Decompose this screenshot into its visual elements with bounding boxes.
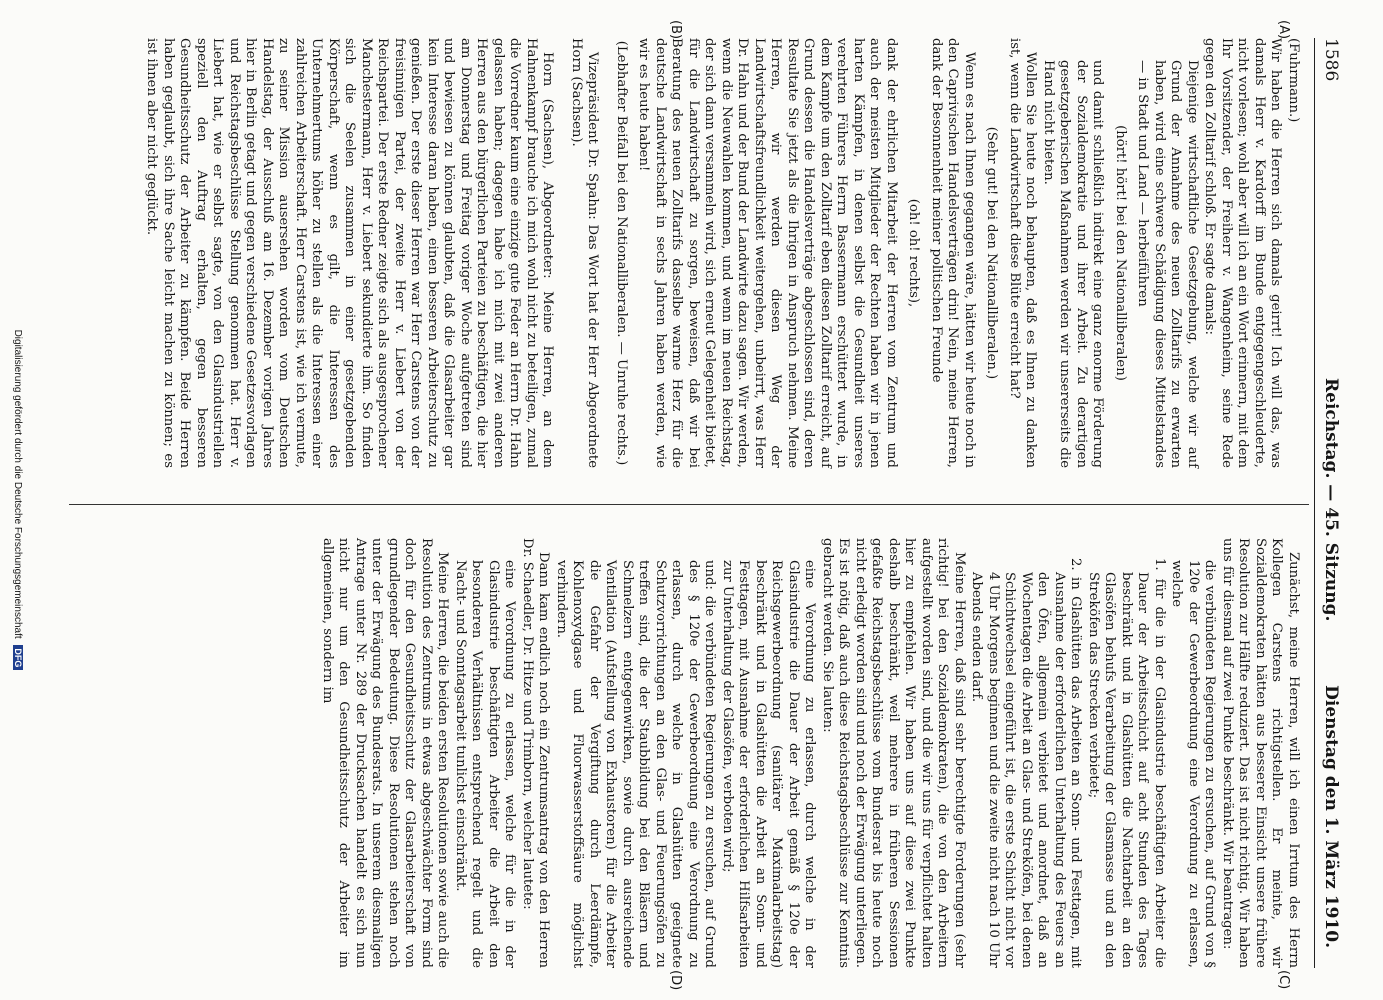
footer-text: Digitalisierung gefördert durch die Deutsche Forschungsgemeinschaft: [12, 329, 23, 639]
interjection: (Lebhafter Beifall bei den Nationalliberalen. — Unruhe rechts.): [614, 40, 629, 466]
right-column: [318, 538, 1302, 968]
paragraph: Zunächst, meine Herren, will ich einen Irrtum des Herrn Kollegen Carstens richtigstellen. Er meinte, wir Sozialdemokraten hätten aus besserer Einsicht unsere frühere Resolution zur Hälfte reduziert. Das ist nicht richtig. Wir haben uns für diesmal auf zwei Punkte beschränkt. Wir beantragen:: [1220, 538, 1301, 968]
marker-c: (C): [1276, 970, 1291, 990]
page-header: [1314, 38, 1343, 968]
quote-paragraph: und: die verbündeten Regierungen zu ersuchen, auf Grund des § 120e der Gewerbeordnung eine Verordnung zu erlassen, durch welche in Glashütten geeignete Schutzvorrichtungen an den Glas- und Feuerungsöfen zu treffen sind, die der Staubbildung bei den Bläsern und Schmelzern entgegenwirken, sowie durch ausreichende Ventilation (Aufstellung von Exhaustoren) für die Arbeiter die Gefahr der Vergiftung durch Leerdämpfe, Kohlenoxydgase und Fluorwasserstoffsäure möglichst verhindern.: [554, 560, 718, 968]
interjection: (hört! hört! bei den Nationalliberalen): [1113, 125, 1128, 381]
paragraph: (Fuhrmann.): [1286, 38, 1301, 123]
paragraph: Horn (Sachsen), Abgeordneter: Meine Herren, an dem Hahnenkampf brauche ich mich wohl nicht zu beteiligen, zumal die Vorredner kaum eine einzige gute Feder an Herrn Dr. Hahn gelassen haben; dagegen habe ich mich mit zwei anderen Herren aus den bürgerlichen Parteien zu beschäftigen, die hier am Donnerstag und Freitag voriger Woche aufgetreten sind und bewiesen zu können glaubten, daß die Glasarbeiter gar kein Interesse daran haben, einen besseren Arbeiterschutz zu genießen. Der erste dieser Herren war Herr Carstens von der freisinnigen Partei, der zweite Herr v. Liebert von der Reichspartei. Der erste Redner zeigte sich als ausgesprochener Manchestermann, Herr v. Liebert sekundierte ihm. So finden sich die Seelen zusammen in einer gesetzgebenden Körperschaft, wenn es gilt, die Interessen des Unternehmertums höher zu stellen als die Interessen einer zahlreichen Arbeiterschaft. Herr Carstens ist, wie ich vermute, zu seiner Mission ausersehen worden vom Deutschen Handelstag, der Ausschuß am 16. Dezember vorigen Jahres hier in Berlin getagt und gegen verschiedene Gesetzesvorlagen und Reichstagsbeschlüsse Stellung genommen hat. Herr v. Liebert hat, wie er selbst sagte, von den Glasindustriellen speziell den Auftrag erhalten, gegen besseren Gesundheitsschutz der Arbeiter zu kämpfen. Beide Herren haben geglaubt, sich ihre Sache leicht machen zu können; es ist ihnen aber nicht geglückt.: [144, 38, 556, 468]
digitization-footer: [12, 0, 23, 1000]
paragraph: Wir haben die Herren sich damals geirrt! Ich will das, was damals Herr v. Kardorff im Bunde entgegengeschleuderte, nicht vorlesen; wohl aber will ich an ein Wort erinnern, mit dem Ihr Vorsitzender, der Freiherr v. Wangenheim, seine Rede gegen den Zolltarif schloß. Er sagte damals:: [1202, 38, 1284, 468]
column-divider: [69, 504, 1309, 505]
marker-d: (D): [668, 970, 683, 991]
quote-paragraph: die verbündeten Regierungen zu ersuchen, auf Grund von § 120e der Gewerbeordnung eine Verordnung zu erlassen, welche: [1169, 560, 1218, 968]
quote-paragraph: eine Verordnung zu erlassen, welche für die in der Glasindustrie beschäftigten Arbeiter die Arbeit den besonderen Verhältnissen entsprechend regelt und die Nacht- und Sonntagsarbeit tunlichst einschränkt.: [453, 560, 518, 968]
header-right-title: Dienstag den 1. März 1910.: [1321, 685, 1341, 948]
quote-paragraph: und damit schließlich indirekt eine ganz enorme Förderung der Sozialdemokratie und ihrer Arbeit. Zu derartigen gesetzgeberischen Maßnahmen werden wir unsererseits die Hand nicht bieten.: [1041, 60, 1106, 468]
left-column: [142, 38, 1301, 468]
interjection: (oh! oh! rechts),: [906, 198, 922, 308]
list-item: 2. in Glashütten das Arbeiten an Sonn- und Festtagen, mit Ausnahme der erforderlichen Unterhaltung des Feuers an den Öfen, allgemein verbietet und anordnet, daß an Wochentagen die Arbeit an Glas- und Streköfen, bei denen Schichtwechsel eingeführt ist, die erste Schicht nicht vor 4 Uhr Morgens beginnen und die zweite nicht nach 10 Uhr Abends enden darf.: [969, 558, 1084, 968]
header-left-title: Reichstag. — 45. Sitzung.: [1321, 378, 1341, 622]
paragraph: Meine Herren, daß sind sehr berechtigte Forderungen (sehr richtig! bei den Sozialdemokraten), die von den Arbeitern aufgestellt worden sind, und die wir uns für verpflichtet halten hier zu empfehlen. Wir haben uns auf diese zwei Punkte deshalb beschränkt, weil mehrere in früheren Sessionen gefaßte Reichstagsbeschlüsse vom Bundesrat bis heute noch nicht erledigt worden sind und noch der Erwägung unterliegen. Es ist nötig, daß auch diese Reichstagsbeschlüsse zur Kenntnis gebracht werden. Sie lauten:: [820, 538, 967, 968]
quote-paragraph: Diejenige wirtschaftliche Gesetzgebung, welche wir auf Grund der Annahme des neuen Zolltarifs zu erwarten haben, wird eine schwere Schädigung dieses Mittelstandes — in Stadt und Land — herbeiführen: [1135, 60, 1200, 468]
paragraph: Vizepräsident Dr. Spahn: Das Wort hat der Herr Abgeordnete Horn (Sachsen).: [569, 38, 601, 468]
marker-b: (B): [668, 20, 683, 40]
quote-paragraph: eine Verordnung zu erlassen, durch welche in der Glasindustrie die Dauer der Arbeit gemäß § 120e der Reichsgewerbeordnung (sanitärer Maximalarbeitstag) beschränkt und in Glashütten die Arbeit an Sonn- und Festtagen, mit Ausnahme der erforderlichen Hilfsarbeiten zur Unterhaltung der Glasöfen, verboten wird;: [720, 560, 818, 968]
page-number: 1586: [1321, 38, 1341, 82]
paragraph: Meine Herren, die beiden ersten Resolutionen sowie auch die Resolution des Zentrums in etwas abgeschwächter Form sind doch für den Gesundheitsschutz der Glasarbeiterschaft von grundlegender Bedeutung. Diese Resolutionen stehen noch unter der Erwägung des Bundesrats. In unserem diesmaligen Antrage unter Nr. 289 der Drucksachen handelt es sich nun nicht nur um den Gesundheitsschutz der Arbeiter im allgemeinen, sondern im: [320, 538, 451, 968]
paragraph: Dann kam endlich noch ein Zentrumsantrag von den Herren Dr. Schaedler, Dr. Hitze und Trimborn, welcher lautete:: [520, 538, 552, 968]
paragraph: Wenn es nach Ihnen gegangen wäre, hätten wir heute noch in den Caprivischen Handelsverträgen drin! Nein, meine Herren, dank der Besonnenheit meiner politischen Freunde: [929, 38, 977, 468]
dfg-logo: DFG: [13, 645, 23, 670]
interjection: (Sehr gut! bei den Nationalliberalen.): [984, 126, 1000, 380]
list-item: 1. für die in der Glasindustrie beschäftigten Arbeiter die Dauer der Arbeitsschicht auf acht Stunden des Tages beschränkt und in Glashütten die Nachtarbeit an den Glasöfen behufs Verarbeitung der Glasmasse und an den Streköfen das Strecken verbietet;: [1086, 558, 1167, 968]
marker-a: (A): [1276, 20, 1291, 40]
paragraph: dank der ehrlichen Mitarbeit der Herren vom Zentrum und auch der meisten Mitglieder der Rechten haben wir in jenen harten Kämpfen, in denen selbst die Gesundheit unseres verehrten Führers Herrn Bassermann erschüttert wurde, in dem Kampfe um den Zolltarif eben diesen Zolltarif erreicht, auf Grund dessen die Handelsverträge abgeschlossen sind, deren Resultate Sie jetzt als die Ihrigen in Anspruch nehmen. Meine Herren, wir werden diesen Weg der Landwirtschaftsfreundlichkeit weitergehen, unbeirrt, was Herr Dr. Hahn und der Bund der Landwirte dazu sagen. Wir werden, wenn die Neuwahlen kommen, und wenn im neuen Reichstag, der sich dann versammeln wird, sich erneut Gelegenheit bietet, für die Landwirtschaft zu sorgen, beweisen, daß wir bei Beratung des neuen Zolltarifs dasselbe warme Herz für die deutsche Landwirtschaft in sechs Jahren haben werden, wie wir es heute haben!: [636, 38, 899, 468]
paragraph: Wollen Sie heute noch behaupten, daß es Ihnen zu danken ist, wenn die Landwirtschaft diese Blüte erreicht hat?: [1007, 38, 1039, 468]
